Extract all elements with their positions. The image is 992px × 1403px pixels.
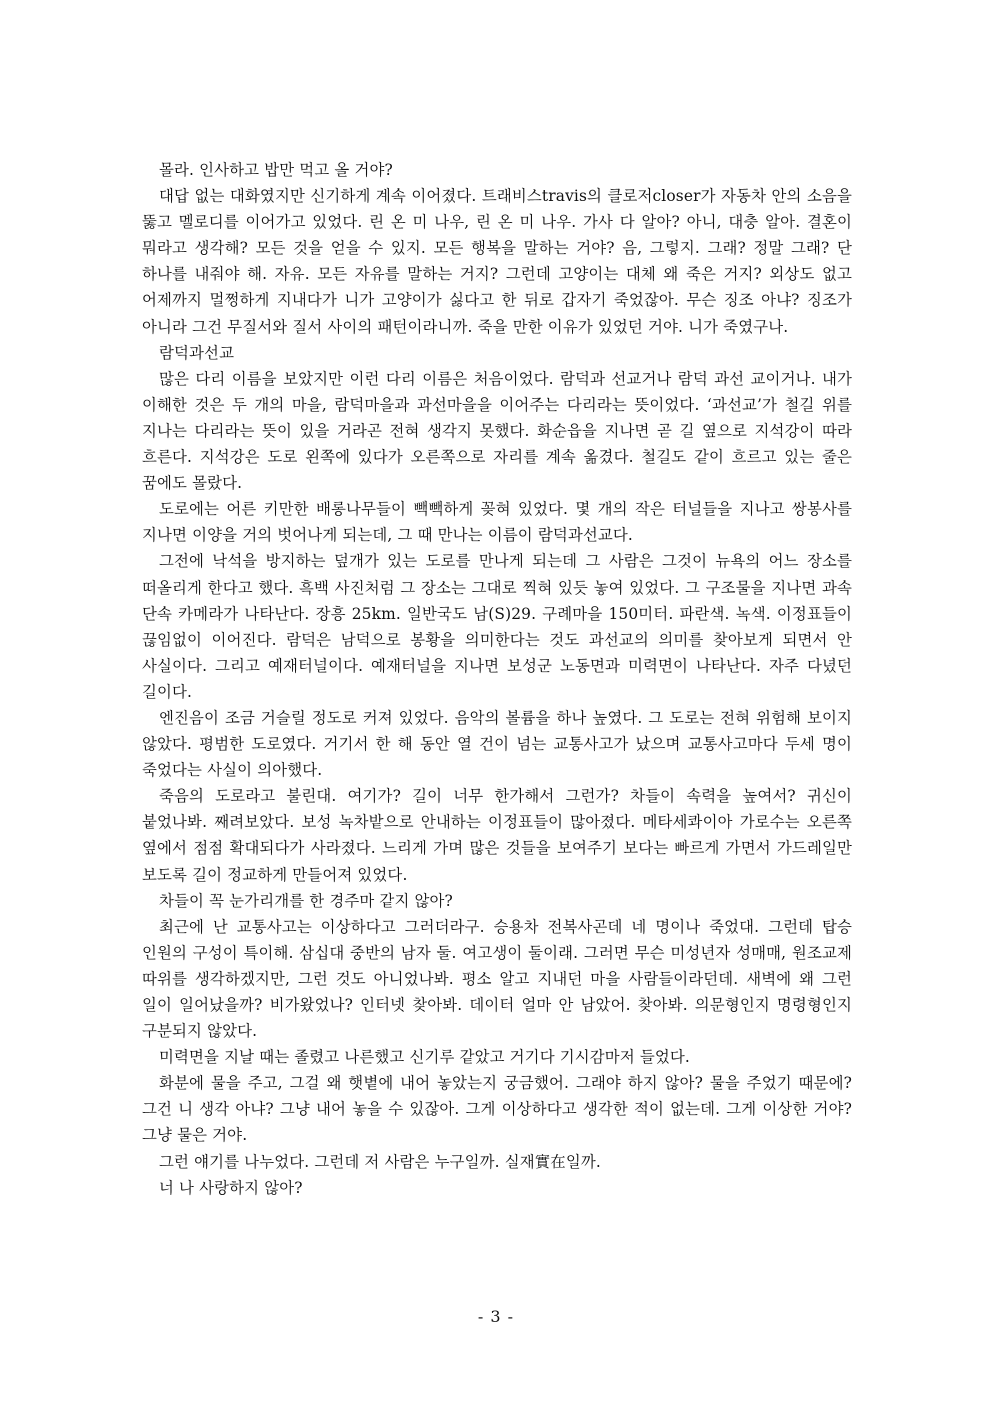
paragraph: 도로에는 어른 키만한 배롱나무들이 빽빽하게 꽂혀 있었다. 몇 개의 작은 터널들을 지나고 쌍봉사를 지나면 이양을 거의 벗어나게 되는데, 그 때 만나는 이름이 람덕과선교다. <box>142 500 852 545</box>
paragraph: 대답 없는 대화였지만 신기하게 계속 이어졌다. 트래비스travis의 클로저closer가 자동차 안의 소음을 뚫고 멜로디를 이어가고 있었다. 린 온 미 나우, 린 온 미 나우. 가사 다 알아? 아니, 대충 알아. 결혼이 뭐라고 생각해? 모든 것을 얻을 수 있지. 모든 행복을 말하는 거야? 음, 그렇지. 그래? 정말 그래? 단 하나를 내줘야 해. 자유. 모든 자유를 말하는 거지? 그런데 고양이는 대체 왜 죽은 거지? 외상도 없고 어제까지 멀쩡하게 지내다가 니가 고양이가 싫다고 한 뒤로 갑자기 죽었잖아. 무슨 징조 아냐? 징조가 아니라 그건 무질서와 질서 사이의 패턴이라니까. 죽을 만한 이유가 있었던 거야. 니가 죽였구나. <box>142 187 852 336</box>
paragraph: 화분에 물을 주고, 그걸 왜 햇볕에 내어 놓았는지 궁금했어. 그래야 하지 않아? 물을 주었기 때문에? 그건 니 생각 아냐? 그냥 내어 놓을 수 있잖아. 그게 이상하다고 생각한 적이 없는데. 그게 이상한 거야? 그냥 물은 거야. <box>142 1074 852 1145</box>
paragraph: 많은 다리 이름을 보았지만 이런 다리 이름은 처음이었다. 람덕과 선교거나 람덕 과선 교이거나. 내가 이해한 것은 두 개의 마을, 람덕마을과 과선마을을 이어주는 다리라는 뜻이었다. ‘과선교’가 철길 위를 지나는 다리라는 뜻이 있을 거라곤 전혀 생각지 못했다. 화순읍을 지나면 곧 길 옆으로 지석강이 따라 흐른다. 지석강은 도로 왼쪽에 있다가 오른쪽으로 자리를 계속 옮겼다. 철길도 같이 흐르고 있는 줄은 꿈에도 몰랐다. <box>142 369 852 493</box>
paragraph: 차들이 꼭 눈가리개를 한 경주마 같지 않아? <box>159 891 453 910</box>
paragraph: 죽음의 도로라고 불린대. 여기가? 길이 너무 한가해서 그런가? 차들이 속력을 높여서? 귀신이 붙었나봐. 째려보았다. 보성 녹차밭으로 안내하는 이정표들이 많아졌다. 메타세콰이아 가로수는 오른쪽 옆에서 점점 확대되다가 사라졌다. 느리게 가며 많은 것들을 보여주기 보다는 빠르게 가면서 가드레일만 보도록 길이 정교하게 만들어져 있었다. <box>142 787 852 884</box>
paragraph: 그런 얘기를 나누었다. 그런데 저 사람은 누구일까. 실재實在일까. <box>159 1152 601 1171</box>
paragraph: 몰라. 인사하고 밥만 먹고 올 거야? <box>159 161 393 179</box>
page-number: - 3 - <box>477 1307 515 1326</box>
section-heading: 람덕과선교 <box>159 343 235 362</box>
paragraph: 너 나 사랑하지 않아? <box>159 1178 303 1197</box>
paragraph: 그전에 낙석을 방지하는 덮개가 있는 도로를 만나게 되는데 그 사람은 그것이 뉴욕의 어느 장소를 떠올리게 한다고 했다. 흑백 사진처럼 그 장소는 그대로 찍혀 있듯 놓여 있었다. 그 구조물을 지나면 과속 단속 카메라가 나타난다. 장흥 25km. 일반국도 남(S)29. 구례마을 150미터. 파란색. 녹색. 이정표들이 끊임없이 이어진다. 람덕은 남덕으로 봉황을 의미한다는 것도 과선교의 의미를 찾아보게 되면서 안 사실이다. 그리고 예재터널이다. 예재터널을 지나면 보성군 노동면과 미력면이 나타난다. 자주 다녔던 길이다. <box>142 552 852 701</box>
paragraph: 엔진음이 조금 거슬릴 정도로 커져 있었다. 음악의 볼륨을 하나 높였다. 그 도로는 전혀 위험해 보이지 않았다. 평범한 도로였다. 거기서 한 해 동안 열 건이 넘는 교통사고가 났으며 교통사고마다 두세 명이 죽었다는 사실이 의아했다. <box>142 708 852 780</box>
paragraph: 미력면을 지날 때는 졸렸고 나른했고 신기루 같았고 거기다 기시감마저 들었다. <box>159 1048 690 1067</box>
body-text <box>142 157 852 1201</box>
paragraph: 최근에 난 교통사고는 이상하다고 그러더라구. 승용차 전복사곤데 네 명이나 죽었대. 그런데 탑승 인원의 구성이 특이해. 삼십대 중반의 남자 둘. 여고생이 둘이래. 그러면 무슨 미성년자 성매매, 원조교제 따위를 생각하겠지만, 그런 것도 아니었나봐. 평소 알고 지내던 마을 사람들이라던데. 새벽에 왜 그런 일이 일어났을까? 비가왔었나? 인터넷 찾아봐. 데이터 얼마 안 남았어. 찾아봐. 의문형인지 명령형인지 구분되지 않았다. <box>142 917 852 1041</box>
